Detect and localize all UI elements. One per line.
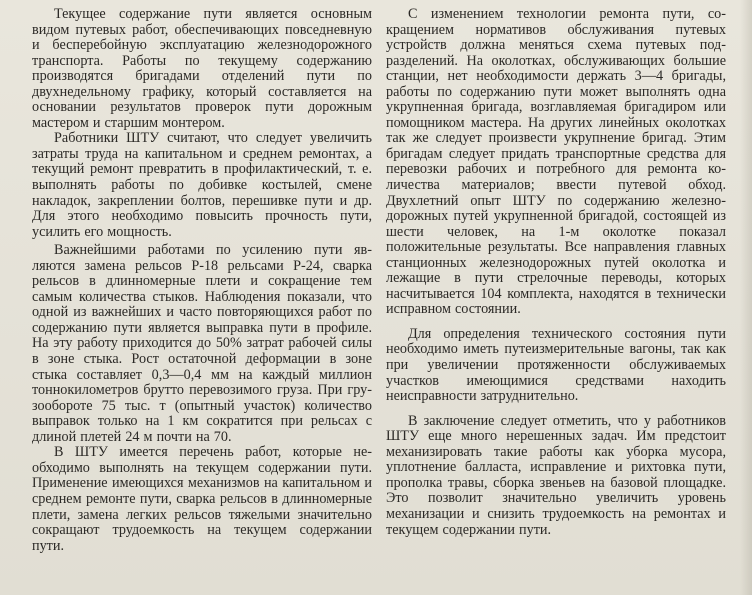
paragraph-work-list: В ШТУ имеется перечень работ, которые необходимо выполнять на текущем содержании пути. Применение имеющихся механизмов на капитальном и среднем ремонте пути, сварка рельсов в длинномерные плети, замена легких рельсов тяжелыми значительно сокращают трудоемкость на текущем содержании пути. <box>32 444 372 554</box>
paragraph-shtu-workers: Работники ШТУ считают, что следует увеличить затраты труда на капитальном и среднем ремонтах, а текущий ремонт превратить в профилактический, т. е. выполнять работы по добивке костылей, смене накладок, закреплении болтов, перешивке пути и др. Для этого необходимо повысить прочность пути, усилить его мощность. <box>32 130 372 240</box>
paragraph-conclusion: В заключение следует отметить, что у работников ШТУ еще много нерешенных задач. Им предстоит механизировать такие работы как уборка мусора, уплотнение балласта, исправление и рихтовка пути, прополка травы, сборка звеньев на базовой площадке. Это позволит значительно увеличить уровень механизации и снизить трудоемкость на ремонтах и текущем содержании пути. <box>386 412 726 538</box>
paragraph-track-inspection-cars: Для определения технического состояния пути необходимо иметь путеизмерительные вагоны, так как при увеличении протяженности обслуживаемых участков имеющимися средствами находить неисправности затруднительно. <box>386 325 726 405</box>
page-edge-shadow <box>740 0 752 595</box>
paragraph-track-strengthening: Важнейшими работами по усилению пути являются замена рельсов Р-18 рельсами Р-24, сварка рельсов в длинномерные плети и сокращение тем самым количества стыков. Наблюдения показали, что одной из важнейших и часто повторяющихся работ по содержанию пути является выправка пути в профиле. На эту работу приходится до 50% затрат рабочей силы в зоне стыка. Рост остаточной деформации в зоне стыка составляет 0,3—0,4 мм на каждый миллион тоннокилометров брутто перевозимого груза. При грузообороте 75 тыс. т (опытный участок) количество выправок только на 1 км сократится при рельсах с длиной плетей 24 м почти на 70. <box>32 242 372 445</box>
right-text-column <box>386 7 726 538</box>
paragraph-technology-change: С изменением технологии ремонта пути, сокращением нормативов обслуживания путевых устройств должна меняться схема путевых подразделений. На околотках, обслуживающих большие станции, нет необходимости держать 3—4 бригады, работы по содержанию пути может выполнять одна укрупненная бригада, возглавляемая бригадиром или помощником мастера. На других линейных околотках так же следует произвести укрупнение бригад. Этим бригадам следует придать транспортные средства для перевозки рабочих и потребного для ремонта количества материалов; ввести путевой обход. Двухлетний опыт ШТУ по содержанию железнодорожных путей укрупненной бригадой, состоящей из шести человек, на 1-м околотке показал положительные результаты. Все направления главных станционных железнодорожных путей околотка и лежащие в пути стрелочные переводы, которых насчитывается 104 комплекта, находятся в технически исправном состоянии. <box>386 6 726 318</box>
left-text-column <box>32 7 372 554</box>
paragraph-current-maintenance: Текущее содержание пути является основным видом путевых работ, обеспечивающих повседневную и бесперебойную эксплуатацию железнодорожного транспорта. Работы по текущему содержанию производятся бригадами отделений пути по двухнедельному графику, который составляется на основании результатов проверок пути дорожным мастером и старшим монтером. <box>32 6 372 131</box>
